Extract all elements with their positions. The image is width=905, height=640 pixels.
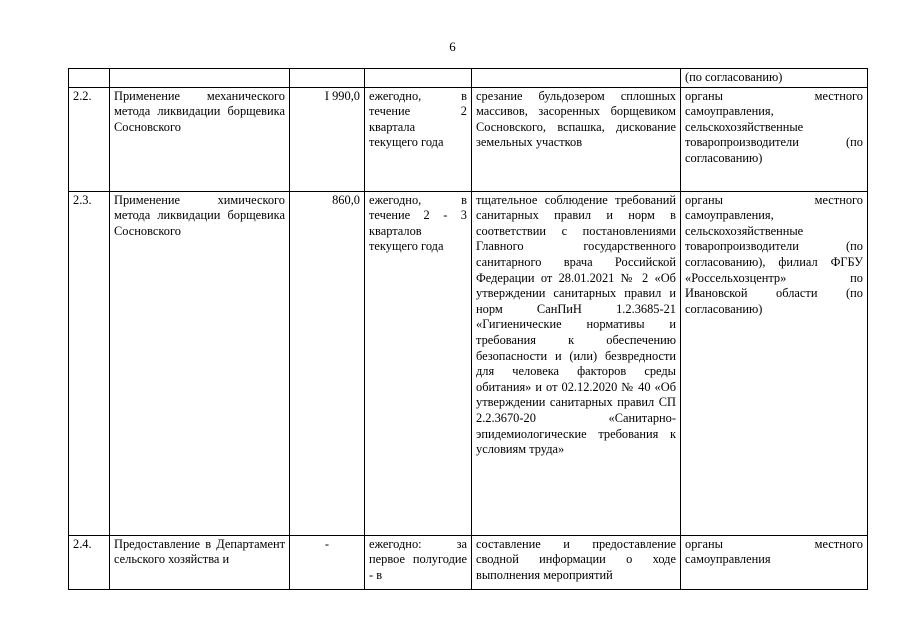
term-text: ежегодно, в течение 2 квартала текущего года xyxy=(365,87,472,191)
measure-text: Предоставление в Департамент сельского хозяйства и xyxy=(110,535,290,589)
responsible-text: органы местного самоуправления xyxy=(681,535,868,589)
cell-cost xyxy=(290,69,365,88)
cell-result xyxy=(472,69,681,88)
measures-table xyxy=(68,68,868,590)
term-text: ежегодно: за первое полугодие - в xyxy=(365,535,472,589)
result-text: составление и предоставление сводной информации о ходе выполнения мероприятий xyxy=(472,535,681,589)
row-number: 2.3. xyxy=(69,191,110,535)
cost-value: - xyxy=(290,535,365,589)
cell-num xyxy=(69,69,110,88)
row-number: 2.2. xyxy=(69,87,110,191)
result-text: тщательное соблюдение требований санитарных правил и норм в соответствии с постановлениями Главного государственного санитарного врача Российской Федерации от 28.01.2021 № 2 «Об утверждении санитарных правил и норм СанПиН 1.2.3685-21 «Гигиенические нормативы и требования к обеспечению безопасности и (или) безвредности для человека факторов среды обитания» и от 02.12.2020 № 40 «Об утверждении санитарных правил СП 2.2.3670-20 «Санитарно-эпидемиологические требования к условиям труда» xyxy=(472,191,681,535)
table-row xyxy=(69,535,868,589)
row-number: 2.4. xyxy=(69,535,110,589)
table-row xyxy=(69,191,868,535)
cell-measure xyxy=(110,69,290,88)
table-row xyxy=(69,87,868,191)
cost-value: I 990,0 xyxy=(290,87,365,191)
table-row-continuation xyxy=(69,69,868,88)
result-text: срезание бульдозером сплошных массивов, засоренных борщевиком Сосновского, вспашка, дискование земельных участков xyxy=(472,87,681,191)
cost-value: 860,0 xyxy=(290,191,365,535)
responsible-text: органы местного самоуправления, сельскохозяйственные товаропроизводители (по согласованию), филиал ФГБУ «Россельхозцентр» по Ивановской области (по согласованию) xyxy=(681,191,868,535)
term-text: ежегодно, в течение 2 - 3 кварталов текущего года xyxy=(365,191,472,535)
measure-text: Применение механического метода ликвидации борщевика Сосновского xyxy=(110,87,290,191)
responsible-text: органы местного самоуправления, сельскохозяйственные товаропроизводители (по согласованию) xyxy=(681,87,868,191)
cell-responsible: (по согласованию) xyxy=(681,69,868,88)
cell-term xyxy=(365,69,472,88)
page-number: 6 xyxy=(449,39,456,54)
measure-text: Применение химического метода ликвидации борщевика Сосновского xyxy=(110,191,290,535)
